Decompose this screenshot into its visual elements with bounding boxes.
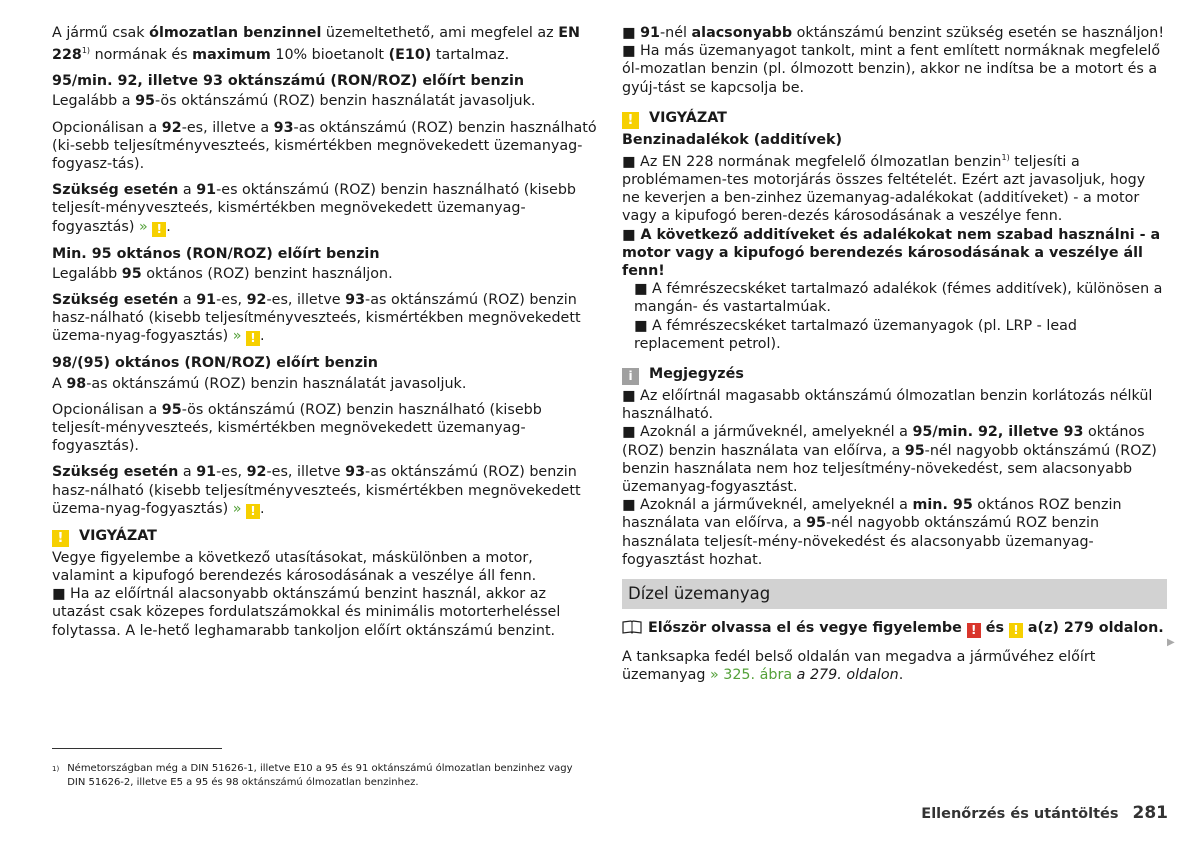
text: tartalmaz. <box>431 46 510 63</box>
text-bold: 95 <box>121 265 142 282</box>
cross-reference-arrow[interactable]: » <box>232 500 242 517</box>
text-bold: 92 <box>246 292 267 308</box>
text-bold: 91 <box>196 292 217 308</box>
warning-icon: ! <box>622 112 639 129</box>
text: -as oktánszámú (ROZ) benzin használható (ki-sebb teljesítményveszteés, kismértékben megnövekedett üzemanyag-fogyasz-tás). <box>52 119 597 172</box>
warning-title: VIGYÁZAT <box>649 109 727 126</box>
text-bold: 93 <box>345 292 366 308</box>
warning-icon: ! <box>967 623 981 638</box>
warning-icon: ! <box>246 504 260 519</box>
footnote-mark: 1) <box>52 765 60 773</box>
heading-min-95: Min. 95 oktános (RON/ROZ) előírt benzin <box>52 245 380 262</box>
continue-arrow-icon: ▶ <box>1167 637 1175 648</box>
page-footer <box>921 804 1168 823</box>
footnote <box>52 762 612 790</box>
text-bold: 95 <box>135 93 155 110</box>
note-text <box>622 423 1167 496</box>
paragraph <box>622 648 1167 684</box>
text: 10% bioetanolt <box>270 46 389 63</box>
warning-text: ■ Ha más üzemanyagot tankolt, mint a fent említett normáknak megfelelő ól-mozatlan benzin (pl. ólmozott benzin), akkor ne indítsa be a motort és a gyúj-tást se kapcsolja be. <box>622 43 1161 96</box>
text: és <box>980 620 1009 637</box>
heading-98-95: 98/(95) oktános (RON/ROZ) előírt benzin <box>52 355 378 372</box>
text-bold: 92 <box>246 464 267 481</box>
figure-link[interactable]: » 325. ábra <box>709 667 793 684</box>
cross-reference-arrow[interactable]: » <box>232 328 242 345</box>
paragraph <box>52 119 597 174</box>
text-bold: 98 <box>66 375 87 392</box>
intro-paragraph <box>52 24 597 64</box>
paragraph <box>52 375 597 393</box>
text: -as oktánszámú (ROZ) benzin hasz-nálható (kisebb teljesítményveszteés, kismértékben megnövekedett üzema-nyag-fogyasztás) <box>52 292 581 345</box>
footnote-text: Németországban még a DIN 51626-1, illetve E10 a 95 és 91 oktánszámú ólmozatlan benzinhez vagy DIN 51626-2, illetve E5 a 95 és 98 oktánszámú ólmozatlan benzinhez. <box>67 763 573 788</box>
page-number: 281 <box>1132 803 1168 823</box>
warning-icon: ! <box>1009 623 1023 638</box>
text: ■ Az EN 228 normának megfelelő ólmozatlan benzin <box>622 153 1002 170</box>
text: -nél <box>659 25 692 41</box>
text: Legalább a <box>52 93 136 110</box>
text-bold: ólmozatlan benzinnel <box>149 25 322 41</box>
text: ■ Azoknál a járműveknél, amelyeknél a <box>622 497 913 514</box>
note-box-title <box>622 365 1167 385</box>
text: A jármű csak <box>52 25 150 41</box>
text: -es, <box>216 292 247 308</box>
text: . <box>166 218 171 235</box>
warning-box-title <box>622 109 1167 129</box>
text-bold: 95 <box>904 442 925 459</box>
text: -ös oktánszámú (ROZ) benzin használható (kisebb teljesít-ményveszteés, kismértékben megnövekedett üzemanyag-fogyasztás). <box>52 401 542 455</box>
warning-text: ■ Ha az előírtnál alacsonyabb oktánszámú benzint használ, akkor az utazást csak közepes fordulatszámokkal és minimális motorterheléssel folytassa. A le-hető leghamarabb tankoljon előírt oktánszámú benzint. <box>52 586 561 639</box>
warning-text <box>622 149 1167 226</box>
warning-subitem: ■ A fémrészecskéket tartalmazó adalékok (fémes additívek), különösen a mangán- és vastartalmúak. <box>634 281 1163 316</box>
text-bold: 95 <box>161 401 182 418</box>
text: Opcionálisan a <box>52 119 162 136</box>
text-bold: Szükség esetén <box>52 292 179 308</box>
warning-text-bold: ■ A következő additíveket és adalékokat nem szabad használni - a motor vagy a kipufogó berendezés károsodásának a veszélye áll fenn! <box>622 226 1161 279</box>
text: oktánszámú benzint szükség esetén se használjon! <box>792 25 1165 41</box>
heading-95-min-92: 95/min. 92, illetve 93 oktánszámú (RON/ROZ) előírt benzin <box>52 73 525 90</box>
text: . <box>260 500 265 517</box>
read-first-line <box>622 619 1167 638</box>
footer-chapter-title: Ellenőrzés és utántöltés <box>921 806 1119 822</box>
text: -nél nagyobb oktánszámú (ROZ) benzin használata nem hoz teljesítmény-növekedést, sem alacsonyabb üzemanyag-fogyasztást. <box>622 442 1157 496</box>
info-icon: i <box>622 368 639 385</box>
note-title: Megjegyzés <box>649 366 744 383</box>
text: ■ Azoknál a járműveknél, amelyeknél a <box>622 424 913 441</box>
text: A tanksapka fedél belső oldalán van megadva a járművéhez előírt üzemanyag <box>622 649 1096 684</box>
warning-icon: ! <box>52 530 69 547</box>
footnote-ref: 1) <box>1001 153 1010 163</box>
text: oktános (ROZ) benzint használjon. <box>141 265 393 282</box>
warning-icon: ! <box>246 331 260 346</box>
text-bold: 95 <box>806 515 826 532</box>
text: oktános (ROZ) benzin használata van előírva, a <box>622 424 1145 459</box>
text-bold: Szükség esetén <box>52 182 179 199</box>
text: . <box>898 667 904 684</box>
cross-reference-arrow[interactable]: » <box>138 218 148 235</box>
text: Opcionálisan a <box>52 401 162 418</box>
additives-heading: Benzinadalékok (additívek) <box>622 131 843 148</box>
warning-subitem: ■ A fémrészecskéket tartalmazó üzemanyagok (pl. LRP - lead replacement petrol). <box>634 317 1077 352</box>
text: . <box>260 328 265 345</box>
text: a <box>178 464 197 481</box>
text-bold: 95/min. 92, illetve 93 <box>912 424 1084 441</box>
text-bold: EN 228 <box>52 25 580 63</box>
text-bold: 91 <box>196 464 217 481</box>
left-column <box>52 24 597 640</box>
text: A <box>52 375 67 392</box>
text: üzemeltethető, ami megfelel az <box>321 25 559 41</box>
paragraph <box>52 291 597 346</box>
text-bold: Szükség esetén <box>52 464 179 481</box>
text: -ös oktánszámú (ROZ) benzin használatát javasoljuk. <box>155 93 536 110</box>
paragraph <box>52 265 597 283</box>
text-bold: 91 <box>640 25 660 41</box>
warning-text <box>622 24 1167 42</box>
text-bold: min. 95 <box>912 497 973 514</box>
text: -as oktánszámú (ROZ) benzin használatát javasoljuk. <box>86 375 467 392</box>
book-icon <box>622 620 642 634</box>
text: -nél nagyobb oktánszámú ROZ benzin használata teljesít-mény-növekedést és alacsonyabb üzemanyag-fogyasztást hozhat. <box>622 515 1099 568</box>
text: -as oktánszámú (ROZ) benzin hasz-nálható (kisebb teljesítményveszteés, kismértékben megnövekedett üzema-nyag-fogyasztás) <box>52 464 581 517</box>
text: -es oktánszámú (ROZ) benzin használható (kisebb teljesít-ményveszteés, kismértékben megnövekedett üzemanyag-fogyasztás) <box>52 182 576 235</box>
text: Először olvassa el és vegye figyelembe <box>648 620 967 637</box>
paragraph <box>52 181 597 236</box>
text: a(z) 279 oldalon. <box>1022 620 1164 637</box>
text-bold: 91 <box>196 182 217 199</box>
section-title-diesel: Dízel üzemanyag <box>622 579 1167 609</box>
text-bold: 92 <box>161 119 182 136</box>
text: normának és <box>90 46 193 63</box>
text-bold: 93 <box>273 119 294 136</box>
footnote-ref: 1) <box>81 46 91 56</box>
text: oktános ROZ benzin használata van előírva, a <box>622 497 1122 532</box>
right-column <box>622 24 1167 692</box>
text-bold: 93 <box>345 464 366 481</box>
text: a <box>178 292 197 308</box>
paragraph <box>52 92 597 110</box>
text: ■ <box>622 25 641 41</box>
text: a <box>178 182 197 199</box>
text: -es, illetve a <box>181 119 274 136</box>
text-bold: (E10) <box>388 46 432 63</box>
note-text: ■ Az előírtnál magasabb oktánszámú ólmozatlan benzin korlátozás nélkül használható. <box>622 388 1153 423</box>
text: Legalább <box>52 265 122 282</box>
footnote-divider <box>52 748 222 749</box>
warning-icon: ! <box>152 222 166 237</box>
text-bold: maximum <box>192 46 271 63</box>
paragraph <box>52 463 597 518</box>
text: -es, illetve <box>266 292 346 308</box>
text: -es, illetve <box>266 464 346 481</box>
text: -es, <box>216 464 247 481</box>
text: teljesíti a problémamen-tes motorjárás összes feltételét. Ezért azt javasoljuk, hogy ne keverjen a ben-zinhez üzemanyag-adalékokat (additíveket) - a motor vagy a kipufogó beren-dezés károsodásának a veszélye fenn. <box>622 153 1146 225</box>
text-italic: a 279. oldalon <box>792 667 899 684</box>
warning-title: VIGYÁZAT <box>79 527 157 544</box>
note-text <box>622 496 1167 569</box>
warning-box-title <box>52 527 597 547</box>
paragraph <box>52 401 597 456</box>
warning-text: Vegye figyelembe a következő utasításokat, máskülönben a motor, valamint a kipufogó berendezés károsodásának a veszélye áll fenn. <box>52 549 537 585</box>
text-bold: alacsonyabb <box>691 25 793 41</box>
